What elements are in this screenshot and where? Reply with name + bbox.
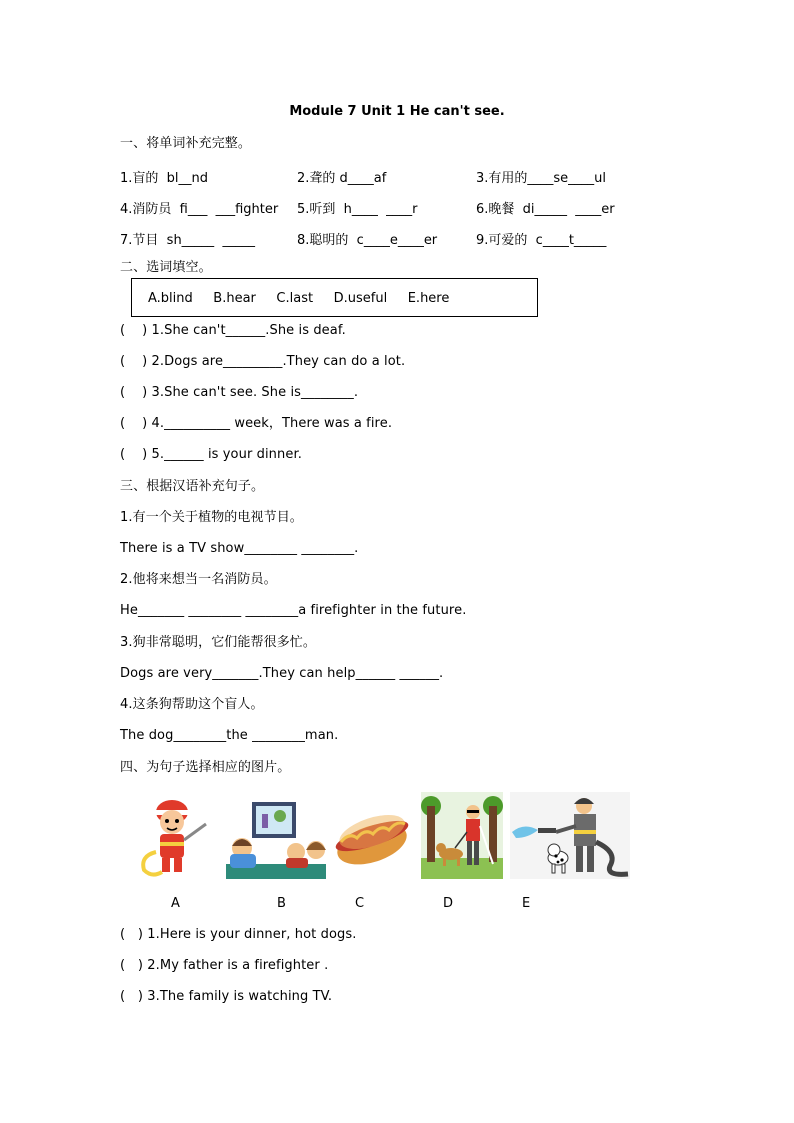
firefighter-with-dog-icon [510, 792, 630, 879]
word-options: A.blind B.hear C.last D.useful E.here [148, 291, 450, 306]
fill-item: ( ) 4.__________ week，There was a fire. [120, 416, 393, 431]
firefighter-cartoon-icon [134, 792, 212, 879]
blind-man-guide-dog-icon [421, 792, 503, 879]
fill-item: ( ) 5.______ is your dinner. [120, 447, 302, 462]
match-item: ( ) 3.The family is watching TV. [120, 989, 333, 1004]
word-item: 4.消防员 fi___ ___fighter [120, 202, 279, 217]
word-item: 6.晚餐 di_____ ____er [476, 202, 615, 217]
english-sentence: There is a TV show________ ________. [120, 541, 359, 556]
match-item: ( ) 2.My father is a firefighter . [120, 958, 329, 973]
english-sentence: The dog________the ________man. [120, 728, 339, 743]
word-item: 7.节目 sh_____ _____ [120, 233, 255, 248]
fill-item: ( ) 1.She can't______.She is deaf. [120, 323, 346, 338]
page-title: Module 7 Unit 1 He can't see. [289, 104, 505, 119]
english-sentence: He_______ ________ ________a firefighter in the future. [120, 603, 467, 618]
fill-item: ( ) 3.She can't see. She is________. [120, 385, 359, 400]
chinese-sentence: 3.狗非常聪明，它们能帮很多忙。 [120, 635, 317, 650]
section2-heading: 二、选词填空。 [120, 260, 212, 275]
chinese-sentence: 2.他将来想当一名消防员。 [120, 572, 277, 587]
match-item: ( ) 1.Here is your dinner, hot dogs. [120, 927, 357, 942]
hot-dog-icon [333, 792, 411, 879]
section4-heading: 四、为句子选择相应的图片。 [120, 760, 291, 775]
english-sentence: Dogs are very_______.They can help______ ______. [120, 666, 444, 681]
word-item: 3.有用的____se____ul [476, 171, 607, 186]
word-item: 5.听到 h____ ____r [297, 202, 418, 217]
picture-letter: C [355, 896, 365, 911]
section1-heading: 一、将单词补充完整。 [120, 136, 252, 151]
picture-letter: E [522, 896, 531, 911]
family-watching-tv-icon [226, 792, 326, 879]
word-item: 8.聪明的 c____e____er [297, 233, 438, 248]
picture-letter: A [171, 896, 180, 911]
word-item: 9.可爱的 c____t_____ [476, 233, 607, 248]
picture-letter: D [443, 896, 454, 911]
word-item: 1.盲的 bl__nd [120, 171, 209, 186]
fill-item: ( ) 2.Dogs are_________.They can do a lot. [120, 354, 406, 369]
word-options-box [131, 278, 538, 317]
chinese-sentence: 4.这条狗帮助这个盲人。 [120, 697, 264, 712]
chinese-sentence: 1.有一个关于植物的电视节目。 [120, 510, 303, 525]
word-item: 2.聋的 d____af [297, 171, 387, 186]
section3-heading: 三、根据汉语补充句子。 [120, 479, 265, 494]
picture-letter: B [277, 896, 286, 911]
